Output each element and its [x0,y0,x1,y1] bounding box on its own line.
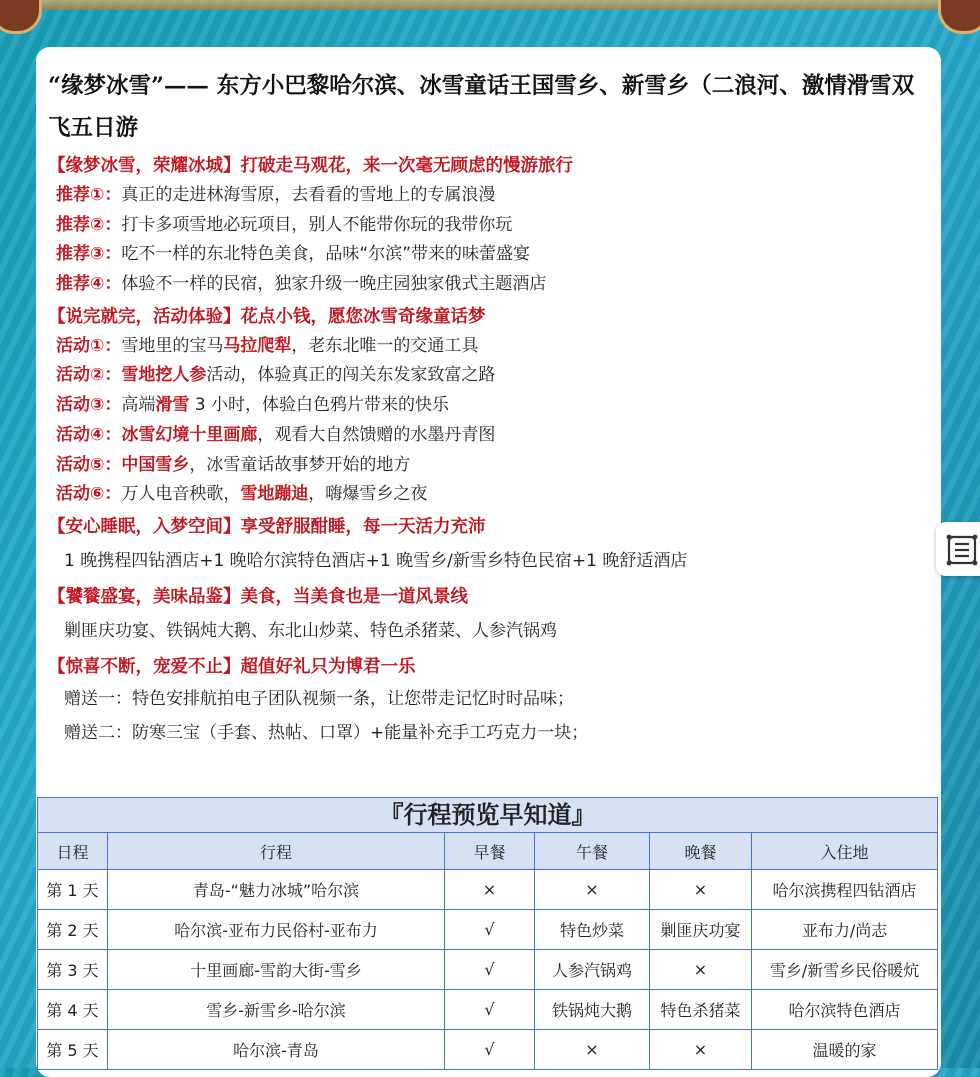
corner-ornament-left [0,0,42,34]
table-cell: × [650,870,752,910]
section-heading-activities: 【说完就完，活动体验】花点小钱，愿您冰雪奇缘童话梦 [48,306,486,327]
table-cell: 特色炒菜 [535,910,650,950]
table-cell: 温暖的家 [752,1030,938,1070]
table-row [38,990,938,1030]
table-cell: 雪乡-新雪乡-哈尔滨 [108,990,445,1030]
table-cell: × [650,1030,752,1070]
table-row [38,950,938,990]
list-item: 活动③：高端滑雪 3 小时，体验白色鸦片带来的快乐 [56,395,450,416]
page-title: “缘梦冰雪”—— 东方小巴黎哈尔滨、冰雪童话王国雪乡、新雪乡（二浪河、激情滑雪双飞五日游 [48,73,915,141]
corner-ornament-right [938,0,980,34]
table-cell: 第 1 天 [38,870,108,910]
top-decorative-border [30,0,950,10]
section-heading-hotel: 【安心睡眠，入梦空间】享受舒服酣睡，每一天活力充沛 [48,516,486,537]
list-item: 活动⑤：中国雪乡，冰雪童话故事梦开始的地方 [56,454,411,475]
list-item: 活动①：雪地里的宝马马拉爬犁，老东北唯一的交通工具 [56,335,479,356]
table-cell: 哈尔滨-青岛 [108,1030,445,1070]
table-header: 晚餐 [650,833,752,870]
table-cell: × [445,870,535,910]
side-menu-button[interactable] [936,522,980,576]
table-header: 日程 [38,833,108,870]
list-item: 推荐④：体验不一样的民宿，独家升级一晚庄园独家俄式主题酒店 [56,274,547,295]
list-item: 推荐③：吃不一样的东北特色美食，品味“尔滨”带来的味蕾盛宴 [56,244,531,265]
list-item: 推荐②：打卡多项雪地必玩项目，别人不能带你玩的我带你玩 [56,214,513,235]
table-cell: 人参汽锅鸡 [535,950,650,990]
table-cell: 铁锅炖大鹅 [535,990,650,1030]
table-cell: 第 2 天 [38,910,108,950]
itinerary-table [37,797,938,1070]
table-cell: 亚布力/尚志 [752,910,938,950]
table-header: 入住地 [752,833,938,870]
table-cell: × [535,870,650,910]
table-cell: 哈尔滨特色酒店 [752,990,938,1030]
list-item: 活动②：雪地挖人参活动，体验真正的闯关东发家致富之路 [56,365,496,386]
table-row [38,910,938,950]
table-row [38,1030,938,1070]
table-cell: 剿匪庆功宴 [650,910,752,950]
table-cell: 特色杀猪菜 [650,990,752,1030]
table-cell: 十里画廊-雪韵大街-雪乡 [108,950,445,990]
table-cell: × [535,1030,650,1070]
hotel-summary: 1 晚携程四钻酒店+1 晚哈尔滨特色酒店+1 晚雪乡/新雪乡特色民宿+1 晚舒适酒店 [64,550,688,571]
table-cell: 哈尔滨-亚布力民俗村-亚布力 [108,910,445,950]
table-header: 早餐 [445,833,535,870]
table-cell: √ [445,1030,535,1070]
table-cell: 第 3 天 [38,950,108,990]
table-cell: × [650,950,752,990]
table-cell: 第 5 天 [38,1030,108,1070]
section-heading-recommend: 【缘梦冰雪，荣耀冰城】打破走马观花，来一次毫无顾虑的慢游旅行 [48,156,573,176]
list-item: 活动④：冰雪幻境十里画廊，观看大自然馈赠的水墨丹青图 [56,424,496,445]
table-caption: 『行程预览早知道』 [38,798,938,833]
table-header: 午餐 [535,833,650,870]
section-heading-gifts: 【惊喜不断，宠爱不止】超值好礼只为博君一乐 [48,656,416,677]
gift-item: 赠送二：防寒三宝（手套、热帖、口罩）+能量补充手工巧克力一块； [64,722,589,743]
table-cell: 哈尔滨携程四钻酒店 [752,870,938,910]
table-header-row [38,833,938,870]
table-cell: 青岛-“魅力冰城”哈尔滨 [108,870,445,910]
list-item: 推荐①：真正的走进林海雪原，去看看的雪地上的专属浪漫 [56,185,496,205]
table-cell: √ [445,990,535,1030]
gift-item: 赠送一：特色安排航拍电子团队视频一条，让您带走记忆时时品味； [64,688,574,709]
table-cell: 第 4 天 [38,990,108,1030]
section-heading-food: 【饕餮盛宴，美味品鉴】美食，当美食也是一道风景线 [48,586,468,607]
list-item: 活动⑥：万人电音秧歌，雪地蹦迪，嗨爆雪乡之夜 [56,484,428,505]
table-cell: 雪乡/新雪乡民俗暖炕 [752,950,938,990]
table-row [38,870,938,910]
table-cell: √ [445,910,535,950]
food-summary: 剿匪庆功宴、铁锅炖大鹅、东北山炒菜、特色杀猪菜、人参汽锅鸡 [64,620,557,641]
table-header: 行程 [108,833,445,870]
content-body [48,149,928,750]
table-cell: √ [445,950,535,990]
menu-list-icon [946,534,978,566]
